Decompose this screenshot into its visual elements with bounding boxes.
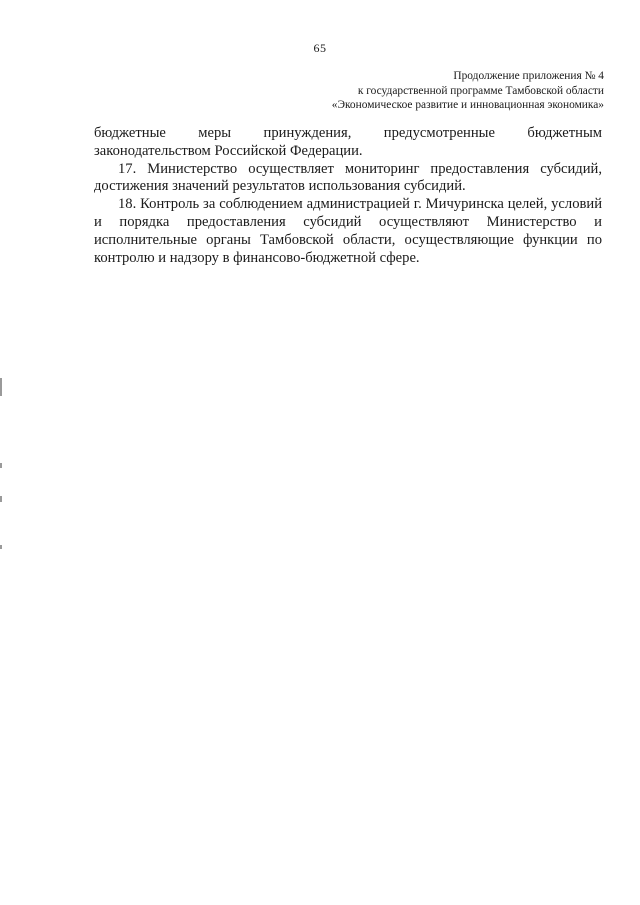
appendix-header-line-1: Продолжение приложения № 4 bbox=[453, 70, 604, 82]
appendix-header-line-2: к государственной программе Тамбовской области bbox=[357, 84, 604, 97]
document-body bbox=[94, 125, 602, 267]
appendix-header bbox=[284, 69, 604, 113]
page-number: 65 bbox=[313, 41, 327, 55]
scan-edge-mark bbox=[0, 378, 2, 396]
scan-edge-mark bbox=[0, 545, 2, 549]
paragraph-continuation-line-2: законодательством Российской Федерации. bbox=[94, 142, 363, 159]
appendix-header-line-3: «Экономическое развитие и инновационная экономика» bbox=[331, 99, 604, 111]
paragraph-17: 17. Министерство осуществляет мониторинг предоставления субсидий, достижения значений результатов использования субсидий. bbox=[94, 160, 602, 195]
paragraph-18: 18. Контроль за соблюдением администрацией г. Мичуринска целей, условий и порядка предоставления субсидий осуществляют Министерство и исполнительные органы Тамбовской области, осуществляющие функции по контролю и надзору в финансово-бюджетной сфере. bbox=[94, 196, 602, 266]
paragraph-continuation-line-1: бюджетные меры принуждения, предусмотренные бюджетным bbox=[94, 125, 602, 141]
scan-edge-mark bbox=[0, 463, 2, 468]
scan-edge-mark bbox=[0, 496, 2, 502]
